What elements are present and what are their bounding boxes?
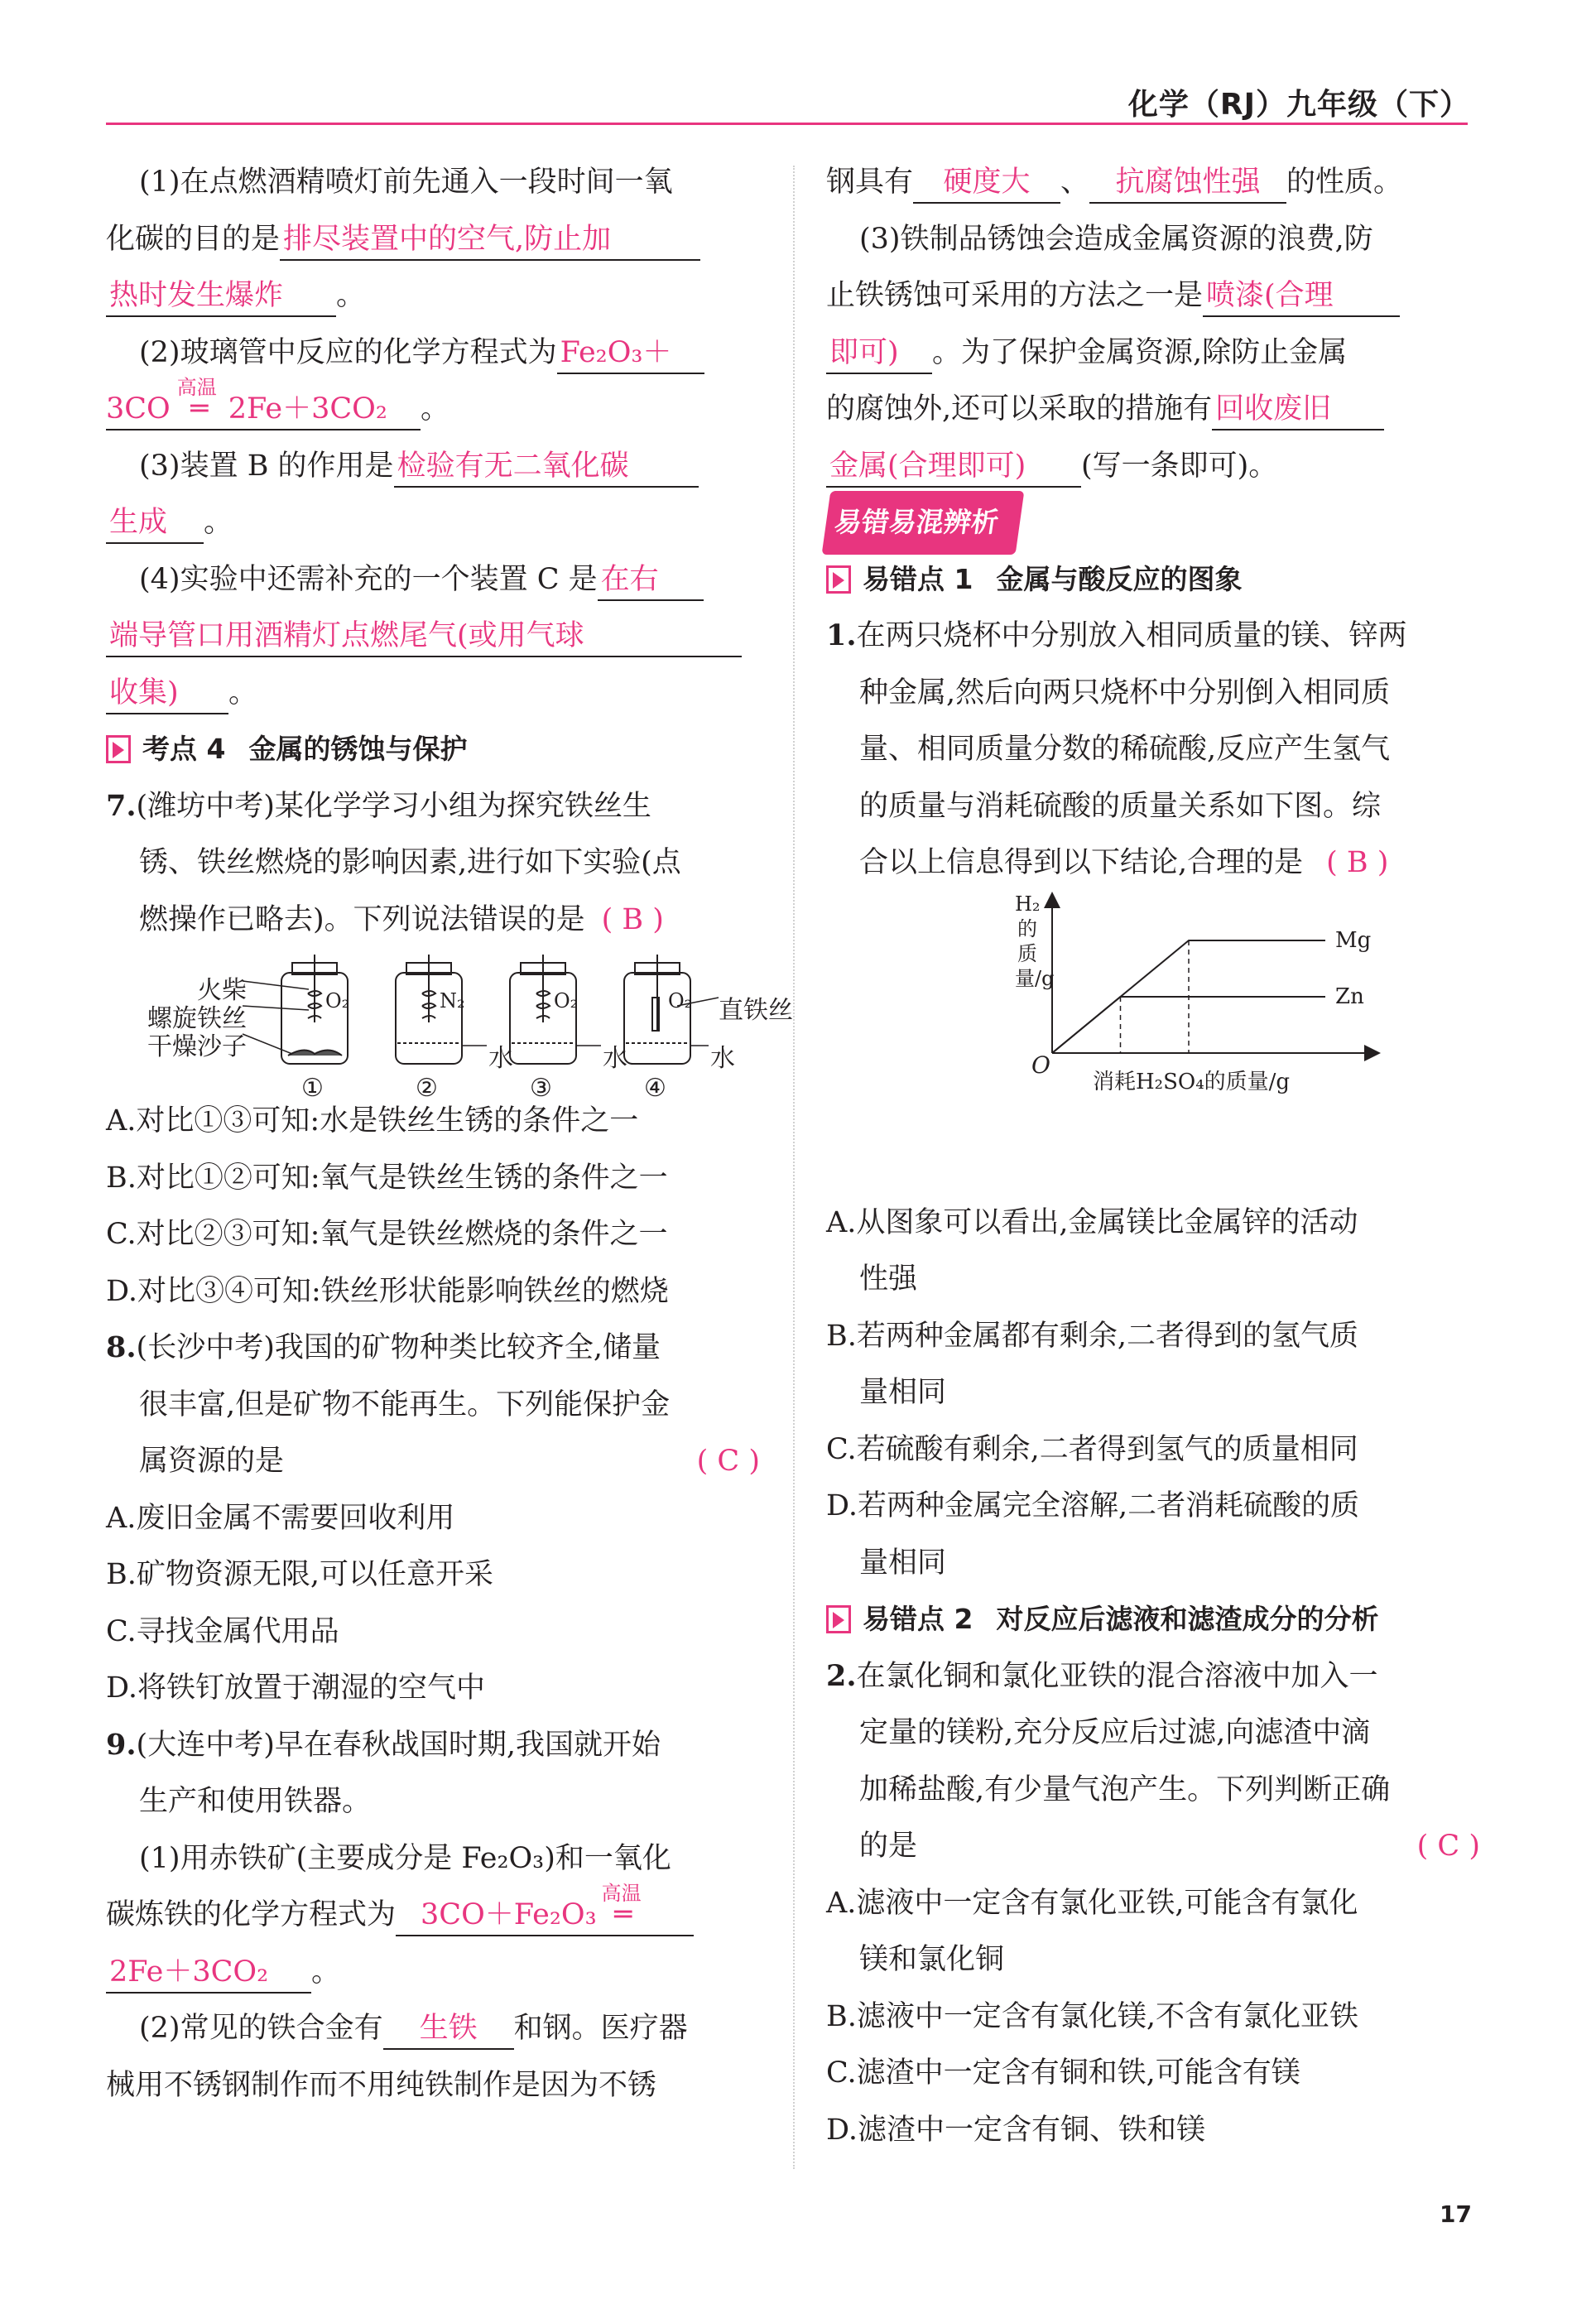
- y-axis-label: H₂的质量/g: [1015, 892, 1055, 990]
- series-label-mg: Mg: [1335, 927, 1372, 953]
- left-column: [106, 154, 793, 2114]
- q7-option-b: B.对比①②可知:氧气是铁丝生锈的条件之一: [106, 1161, 668, 1195]
- triangle-icon: [106, 735, 131, 763]
- q7-text3: 燃操作已略去)。下列说法错误的是: [139, 902, 585, 936]
- r-q2-option-a2: 镁和氯化铜: [859, 1943, 1005, 1976]
- q6-p1-line1: (1)在点燃酒精喷灯前先通入一段时间一氧: [139, 166, 673, 199]
- period: 。: [421, 392, 450, 426]
- r-q1-option-a1: A.从图象可以看出,金属镁比金属锌的活动: [826, 1205, 1358, 1239]
- q7-text1: (潍坊中考)某化学学习小组为探究铁丝生: [136, 789, 651, 823]
- q6-p1-line3: [106, 267, 760, 325]
- q7-line1: [106, 778, 760, 835]
- label-o2-4: O₂: [668, 989, 693, 1012]
- r-q1-option-d1: D.若两种金属完全溶解,二者消耗硫酸的质: [826, 1489, 1360, 1522]
- q8-option-b: B.矿物资源无限,可以任意开采: [106, 1558, 493, 1591]
- q9-p3-line1: (3)铁制品锈蚀会造成金属资源的浪费,防: [859, 222, 1373, 256]
- q9-p2-text2: 和钢。医疗器: [513, 2012, 688, 2045]
- r-q1-line5: [826, 834, 1480, 892]
- q9-p3-answer1: 喷漆(合理: [1203, 276, 1400, 317]
- r-q1-answer: ( B ): [1326, 846, 1389, 879]
- q9-p1-line2: [106, 1882, 760, 1944]
- q9-p2-text: (2)常见的铁合金有: [139, 2012, 383, 2045]
- q9-p2-answer: 生铁: [383, 2008, 514, 2050]
- q6-p4-line2: [106, 608, 760, 665]
- q9-cont-line1: [826, 154, 1480, 211]
- q8-option-d: D.将铁钉放置于潮湿的空气中: [106, 1671, 485, 1705]
- section-title: 金属与酸反应的图象: [996, 562, 1243, 595]
- q9-p3-line5: [826, 438, 1480, 495]
- eq-arrow: 高温 ═: [597, 1895, 650, 1935]
- eq-condition: 高温: [176, 376, 217, 399]
- r-q1-option-a2: 性强: [859, 1262, 918, 1296]
- q7-answer: ( B ): [601, 902, 664, 936]
- label-water-3: 水: [603, 1044, 627, 1073]
- q6-p3-answer1: 检验有无二氧化碳: [394, 446, 699, 488]
- q6-p4-answer3: 收集): [106, 673, 228, 714]
- period: 。: [311, 1955, 341, 1989]
- section-title: 金属的锈蚀与保护: [248, 733, 468, 765]
- column-divider: [793, 166, 795, 2169]
- q9-p3-line2: [826, 267, 1480, 325]
- r-q2-line3: 加稀盐酸,有少量气泡产生。下列判断正确: [859, 1772, 1391, 1806]
- q9-p2-line2: 械用不锈钢制作而不用纯铁制作是因为不锈: [106, 2068, 657, 2102]
- label-o2-3: O₂: [554, 989, 579, 1012]
- q7-number: 7.: [106, 788, 137, 823]
- q7-option-c: C.对比②③可知:氧气是铁丝燃烧的条件之一: [106, 1218, 668, 1251]
- r-q2-line1: [826, 1648, 1480, 1705]
- section-title: 对反应后滤液和滤渣成分的分析: [996, 1603, 1379, 1635]
- q9-p1-answer2: 2Fe＋3CO₂: [106, 1952, 311, 1994]
- q9-p3-line4: [826, 381, 1480, 438]
- q6-p2-answer1: Fe₂O₃＋: [557, 333, 704, 374]
- q9-answer-hardness: 硬度大: [913, 162, 1060, 204]
- q6-p3-text: (3)装置 B 的作用是: [139, 449, 394, 483]
- r-q2-option-b: B.滤液中一定含有氯化镁,不含有氯化亚铁: [826, 1999, 1358, 2033]
- period: 。: [336, 279, 366, 312]
- series-label-zn: Zn: [1335, 984, 1364, 1009]
- r-q2-text4: 的是: [859, 1830, 918, 1863]
- q9-p3-text4: (写一条即可)。: [1081, 449, 1278, 483]
- r-q1-text5: 合以上信息得到以下结论,合理的是: [859, 846, 1304, 879]
- r-q1-line1: [826, 608, 1480, 665]
- q6-p3-line1: [106, 438, 760, 495]
- section-label: 易错点 1: [863, 562, 973, 595]
- q6-p2-text: (2)玻璃管中反应的化学方程式为: [139, 335, 557, 369]
- r-q1-line3: 量、相同质量分数的稀硫酸,反应产生氢气: [859, 733, 1391, 766]
- eq-right: 2Fe＋3CO₂: [228, 392, 387, 426]
- q6-p1-line2: [106, 211, 760, 268]
- r-q2-line2: 定量的镁粉,充分反应后过滤,向滤渣中滴: [859, 1716, 1371, 1749]
- label-num-2: ②: [416, 1074, 438, 1103]
- q9-text1: (大连中考)早在春秋战国时期,我国就开始: [136, 1728, 661, 1762]
- q8-text1: (长沙中考)我国的矿物种类比较齐全,储量: [136, 1331, 661, 1364]
- q6-p3-answer2: 生成: [106, 503, 204, 544]
- r-q2-text1: 在氯化铜和氯化亚铁的混合溶液中加入一: [856, 1659, 1378, 1693]
- label-water-4: 水: [710, 1044, 735, 1073]
- q9-cont-text2: 的性质。: [1286, 166, 1403, 199]
- r-q2-line4: [826, 1818, 1480, 1875]
- q9-p1-text: 碳炼铁的化学方程式为: [106, 1898, 397, 1931]
- q8-answer: ( C ): [696, 1445, 760, 1478]
- q7-option-d: D.对比③④可知:铁丝形状能影响铁丝的燃烧: [106, 1274, 669, 1308]
- r-q1-line4: 的质量与消耗硫酸的质量关系如下图。综: [859, 789, 1382, 823]
- q6-p1-answer1: 排尽装置中的空气,防止加: [280, 219, 700, 261]
- q6-p4-answer1: 在右: [598, 560, 704, 601]
- q8-line3: [106, 1433, 760, 1490]
- label-match: 火柴: [197, 976, 247, 1005]
- q6-p2-line2: [106, 376, 760, 438]
- section-label: 考点 4: [142, 733, 226, 765]
- section-label: 易错点 2: [863, 1603, 973, 1635]
- eq-left: 3CO＋Fe₂O₃: [421, 1898, 597, 1931]
- triangle-icon: [826, 1605, 851, 1633]
- q9-p1-answer1: [396, 1882, 694, 1936]
- r-q2-number: 2.: [826, 1658, 857, 1693]
- label-straight-wire: 直铁丝: [719, 996, 793, 1025]
- label-num-1: ①: [301, 1074, 324, 1103]
- q7-line3: [106, 892, 760, 949]
- label-water-2: 水: [488, 1044, 513, 1073]
- r-q1-option-b1: B.若两种金属都有剩余,二者得到的氢气质: [826, 1319, 1358, 1353]
- eq-condition: 高温: [601, 1882, 642, 1905]
- header-rule: [106, 123, 1468, 125]
- q8-option-c: C.寻找金属代用品: [106, 1614, 339, 1648]
- r-q1-option-b2: 量相同: [859, 1376, 947, 1409]
- r-q2-option-d: D.滤渣中一定含有铜、铁和镁: [826, 2113, 1205, 2147]
- q7-line2: 锈、铁丝燃烧的影响因素,进行如下实验(点: [139, 846, 681, 879]
- period: 。: [228, 676, 258, 709]
- section-err1: [826, 551, 1480, 608]
- q9-p3-text2: 。为了保护金属资源,除防止金属: [932, 335, 1348, 369]
- q8-line2: 很丰富,但是矿物不能再生。下列能保护金: [139, 1388, 671, 1421]
- x-axis-label: 消耗H₂SO₄的质量/g: [1093, 1069, 1291, 1094]
- right-column: [826, 154, 1480, 2158]
- q9-p1-line3: [106, 1944, 760, 2001]
- q9-p3-text: 止铁锈蚀可采用的方法之一是: [826, 279, 1204, 312]
- label-spiral-wire: 螺旋铁丝: [147, 1004, 247, 1033]
- q9-number: 9.: [106, 1727, 137, 1762]
- r-q1-number: 1.: [826, 618, 857, 652]
- eq-arrow: 高温 ═: [171, 389, 228, 429]
- separator: 、: [1060, 166, 1090, 199]
- label-dry-sand: 干燥沙子: [147, 1032, 247, 1061]
- banner-row: [826, 494, 1480, 551]
- label-n2: N₂: [440, 989, 465, 1012]
- page-number: 17: [1440, 2200, 1472, 2228]
- q8-line1: [106, 1320, 760, 1377]
- q9-line1: [106, 1717, 760, 1774]
- q9-cont-text: 钢具有: [826, 166, 914, 199]
- q7-option-a: A.对比①③可知:水是铁丝生锈的条件之一: [106, 1104, 639, 1137]
- r-q1-text1: 在两只烧杯中分别放入相同质量的镁、锌两: [856, 619, 1407, 652]
- q9-p3-answer3: 回收废旧: [1212, 389, 1384, 430]
- q9-answer-corrosion: 抗腐蚀性强: [1089, 162, 1286, 204]
- q6-p3-line2: [106, 494, 760, 551]
- r-q2-answer: ( C ): [1416, 1830, 1480, 1863]
- q6-p2-equation: [106, 376, 421, 430]
- q9-p3-text3: 的腐蚀外,还可以采取的措施有: [826, 392, 1213, 426]
- origin-label: O: [1031, 1051, 1050, 1079]
- q6-p4-line1: [106, 551, 760, 608]
- section-banner: 易错易混辨析: [822, 491, 1025, 555]
- q9-p2-line1: [106, 2000, 760, 2057]
- label-num-3: ③: [530, 1074, 552, 1103]
- r-q1-option-c: C.若硫酸有剩余,二者得到氢气的质量相同: [826, 1432, 1358, 1466]
- label-o2-1: O₂: [325, 989, 350, 1012]
- r-q1-line2: 种金属,然后向两只烧杯中分别倒入相同质: [859, 676, 1391, 709]
- period: 。: [204, 506, 233, 539]
- q8-option-a: A.废旧金属不需要回收利用: [106, 1501, 455, 1535]
- q9-p1-line1: (1)用赤铁矿(主要成分是 Fe₂O₃)和一氧化: [139, 1841, 671, 1875]
- q8-text3: 属资源的是: [139, 1445, 285, 1478]
- section-kaodian4: [106, 721, 760, 778]
- q9-p3-answer4: 金属(合理即可): [826, 446, 1081, 488]
- q8-number: 8.: [106, 1330, 137, 1364]
- chart-svg: [826, 892, 1480, 1195]
- label-num-4: ④: [644, 1074, 666, 1103]
- r-q1-option-d2: 量相同: [859, 1546, 947, 1580]
- q6-p4-answer2: 端导管口用酒精灯点燃尾气(或用气球: [106, 616, 742, 657]
- q9-p3-answer2: 即可): [826, 333, 932, 374]
- q9-line2: 生产和使用铁器。: [139, 1785, 372, 1818]
- section-err2: [826, 1591, 1480, 1648]
- triangle-icon: [826, 565, 851, 594]
- q6-p4-text: (4)实验中还需补充的一个装置 C 是: [139, 562, 598, 596]
- q6-p1-answer2: 热时发生爆炸: [106, 276, 336, 317]
- q7-figure: [106, 948, 793, 1103]
- h2-chart: [826, 892, 1480, 1195]
- header-title: 化学（RJ）九年级（下）: [1127, 88, 1470, 122]
- q9-p3-line3: [826, 325, 1480, 382]
- r-q2-option-c: C.滤渣中一定含有铜和铁,可能含有镁: [826, 2056, 1300, 2090]
- eq-left: 3CO: [106, 392, 171, 426]
- q6-p4-line3: [106, 665, 760, 722]
- q6-p1-text: 化碳的目的是: [106, 222, 281, 256]
- r-q2-option-a1: A.滤液中一定含有氯化亚铁,可能含有氯化: [826, 1886, 1358, 1920]
